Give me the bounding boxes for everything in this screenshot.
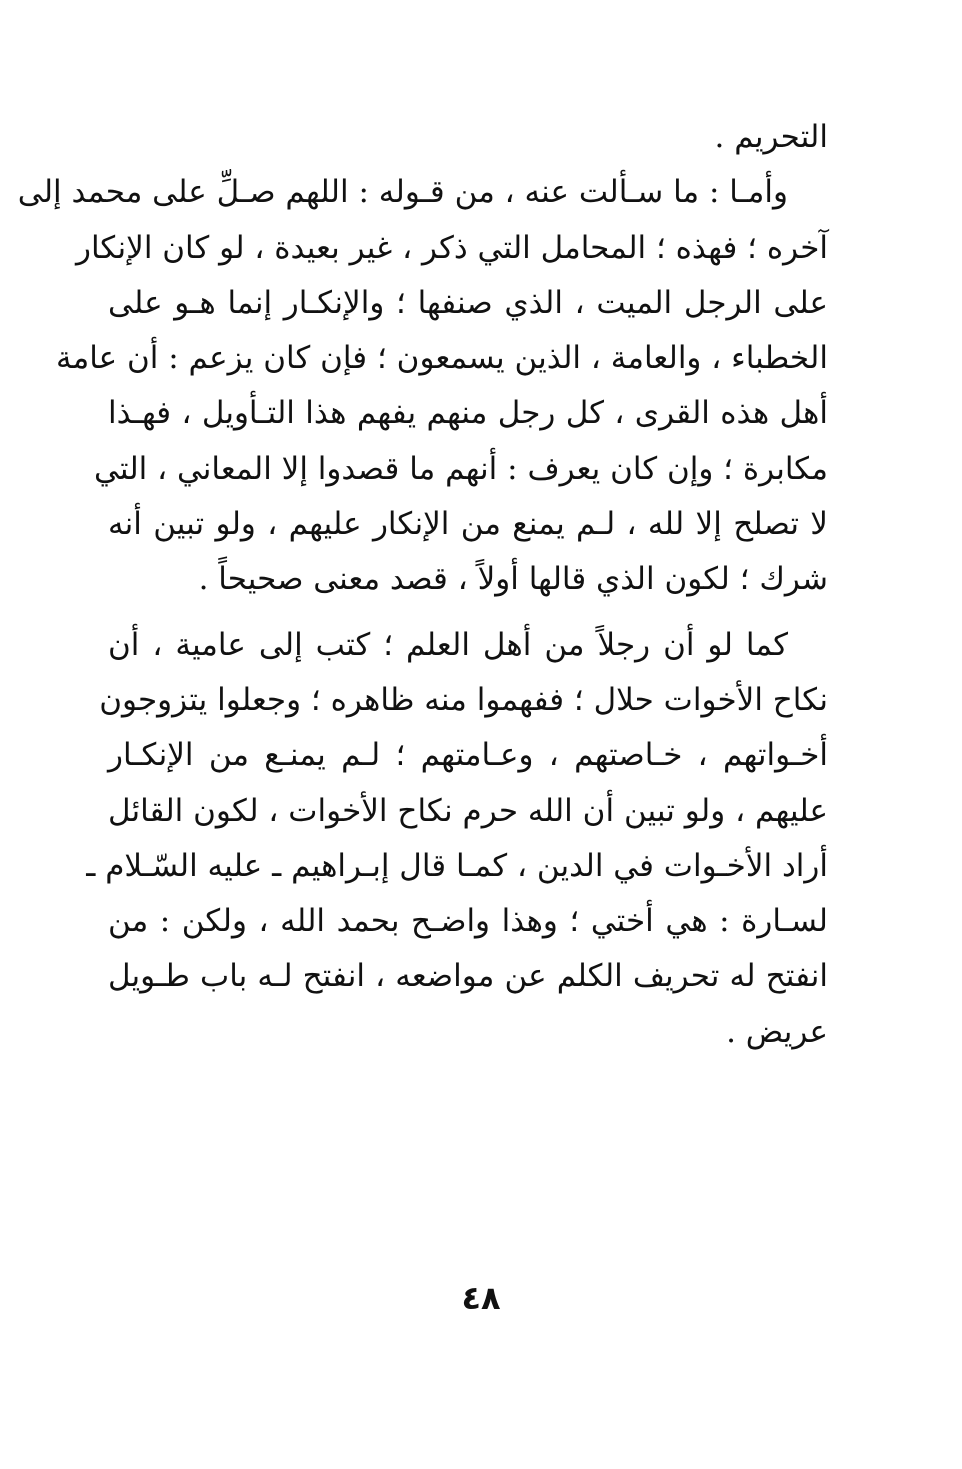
text-line: نكاح الأخوات حلال ؛ ففهموا منه ظاهره ؛ وجعلوا يتزوجون (99, 681, 828, 718)
text-line: انفتح له تحريف الكلم عن مواضعه ، انفتح لـه باب طـويل (108, 958, 828, 995)
text-line: أهل هذه القرى ، كل رجل منهم يفهم هذا التـأويل ، فهـذا (108, 395, 828, 432)
text-line: عليهم ، ولو تبين أن الله حرم نكاح الأخوات ، لكون القائل (108, 792, 828, 829)
text-line: مكابرة ؛ وإن كان يعرف : أنهم ما قصدوا إلا المعاني ، التي (94, 450, 828, 487)
text-line: لسـارة : هي أختي ؛ وهذا واضـح بحمد الله ، ولكن : من (108, 903, 828, 940)
text-line: على الرجل الميت ، الذي صنفها ؛ والإنكـار إنما هـو على (108, 284, 828, 321)
body-text (17, 110, 828, 1060)
text-line: عريض . (726, 1013, 828, 1050)
text-line: أراد الأخـوات في الدين ، كمـا قال إبـراهيم ـ عليه السّـلام ـ (86, 847, 828, 884)
text-line: الخطباء ، والعامة ، الذين يسمعون ؛ فإن كان يزعم : أن عامة (56, 340, 828, 377)
text-line: آخره ؛ فهذه ؛ المحامل التي ذكر ، غير بعيدة ، لو كان الإنكار (75, 229, 828, 266)
page-number: ٤٨ (461, 1279, 501, 1317)
text-line: لا تصلح إلا لله ، لـم يمنع من الإنكار عليهم ، ولو تبين أنه (108, 506, 828, 543)
text-line: شرك ؛ لكون الذي قالها أولاً ، قصد معنى صحيحاً . (198, 561, 828, 598)
paragraph-gap (108, 608, 828, 618)
text-line: وأمـا : ما سـألت عنه ، من قـوله : اللهم صـلِّ على محمد إلى (17, 174, 788, 211)
text-line: التحريم . (714, 119, 828, 155)
text-line: أخـواتهم ، خـاصتهم ، وعـامتهم ؛ لـم يمنـع من الإنكـار (108, 737, 828, 774)
text-line: كما لو أن رجلاً من أهل العلم ؛ كتب إلى عامية ، أن (108, 626, 788, 663)
